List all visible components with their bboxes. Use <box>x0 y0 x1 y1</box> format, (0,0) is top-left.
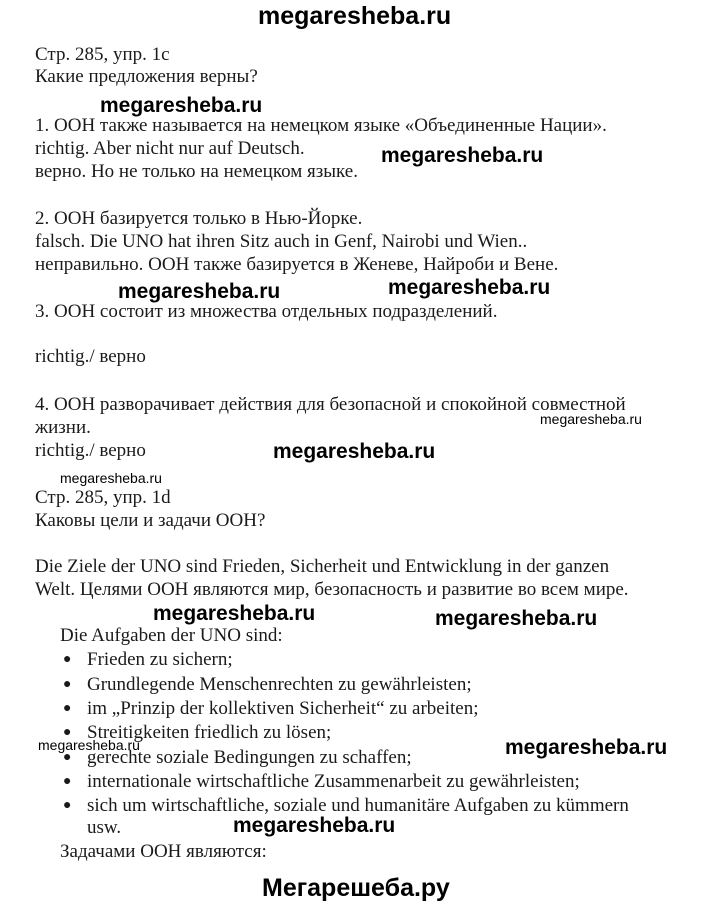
watermark: megaresheba.ru <box>540 411 642 427</box>
goals-line1: Die Ziele der UNO sind Frieden, Sicherheit und Entwicklung in der ganzen <box>35 556 610 577</box>
statement-1: 1. ООН также называется на немецком языке «Объединенные Нации». <box>35 115 607 136</box>
watermark: megaresheba.ru <box>388 276 551 299</box>
watermark: megaresheba.ru <box>100 94 263 117</box>
section1-ref: Стр. 285, упр. 1с <box>35 44 170 65</box>
list-item: im „Prinzip der kollektiven Sicherheit“ zu arbeiten; <box>87 698 479 719</box>
watermark: megaresheba.ru <box>118 280 281 303</box>
watermark: megaresheba.ru <box>505 736 668 759</box>
list-item: sich um wirtschaftliche, soziale und humanitäre Aufgaben zu kümmern <box>87 795 629 816</box>
watermark: megaresheba.ru <box>153 602 316 625</box>
bullet-icon: ● <box>63 798 72 813</box>
list-item: Grundlegende Menschenrechten zu gewährleisten; <box>87 674 472 695</box>
watermark: megaresheba.ru <box>60 470 162 486</box>
usw-text: usw. <box>87 817 122 838</box>
header-site-title: megaresheba.ru <box>258 2 452 30</box>
aufgaben-title: Die Aufgaben der UNO sind: <box>60 625 283 646</box>
watermark: megaresheba.ru <box>273 440 436 463</box>
list-item: Streitigkeiten friedlich zu lösen; <box>87 722 332 743</box>
watermark: megaresheba.ru <box>381 144 544 167</box>
bullet-icon: ● <box>63 750 72 765</box>
zadachi-title: Задачами ООН являются: <box>60 841 267 862</box>
section2-question: Каковы цели и задачи ООН? <box>35 510 266 531</box>
watermark: megaresheba.ru <box>38 737 140 753</box>
statement-4-line1: 4. ООН разворачивает действия для безопасной и спокойной совместной <box>35 394 626 415</box>
answer-2-ru: неправильно. ООН также базируется в Женеве, Найроби и Вене. <box>35 254 559 275</box>
statement-2: 2. ООН базируется только в Нью-Йорке. <box>35 208 363 229</box>
answer-4: richtig./ верно <box>35 440 146 461</box>
answer-2-de: falsch. Die UNO hat ihren Sitz auch in Genf, Nairobi und Wien.. <box>35 231 528 252</box>
watermark: megaresheba.ru <box>435 607 598 630</box>
goals-line2: Welt. Целями ООН являются мир, безопасность и развитие во всем мире. <box>35 579 629 600</box>
bullet-icon: ● <box>63 701 72 716</box>
section1-question: Какие предложения верны? <box>35 66 258 87</box>
section2-ref: Стр. 285, упр. 1d <box>35 487 171 508</box>
list-item: internationale wirtschaftliche Zusammenarbeit zu gewährleisten; <box>87 771 580 792</box>
list-item: gerechte soziale Bedingungen zu schaffen; <box>87 747 412 768</box>
bullet-icon: ● <box>63 677 72 692</box>
bullet-icon: ● <box>63 652 72 667</box>
answer-3: richtig./ верно <box>35 346 146 367</box>
answer-1-de: richtig. Aber nicht nur auf Deutsch. <box>35 138 305 159</box>
answer-1-ru: верно. Но не только на немецком языке. <box>35 161 358 182</box>
bullet-icon: ● <box>63 774 72 789</box>
statement-4-line2: жизни. <box>35 417 91 438</box>
list-item: Frieden zu sichern; <box>87 649 233 670</box>
footer-site-title: Мегарешеба.ру <box>262 874 450 902</box>
bullet-icon: ● <box>63 725 72 740</box>
statement-3: 3. ООН состоит из множества отдельных подразделений. <box>35 301 498 322</box>
watermark: megaresheba.ru <box>233 814 396 837</box>
